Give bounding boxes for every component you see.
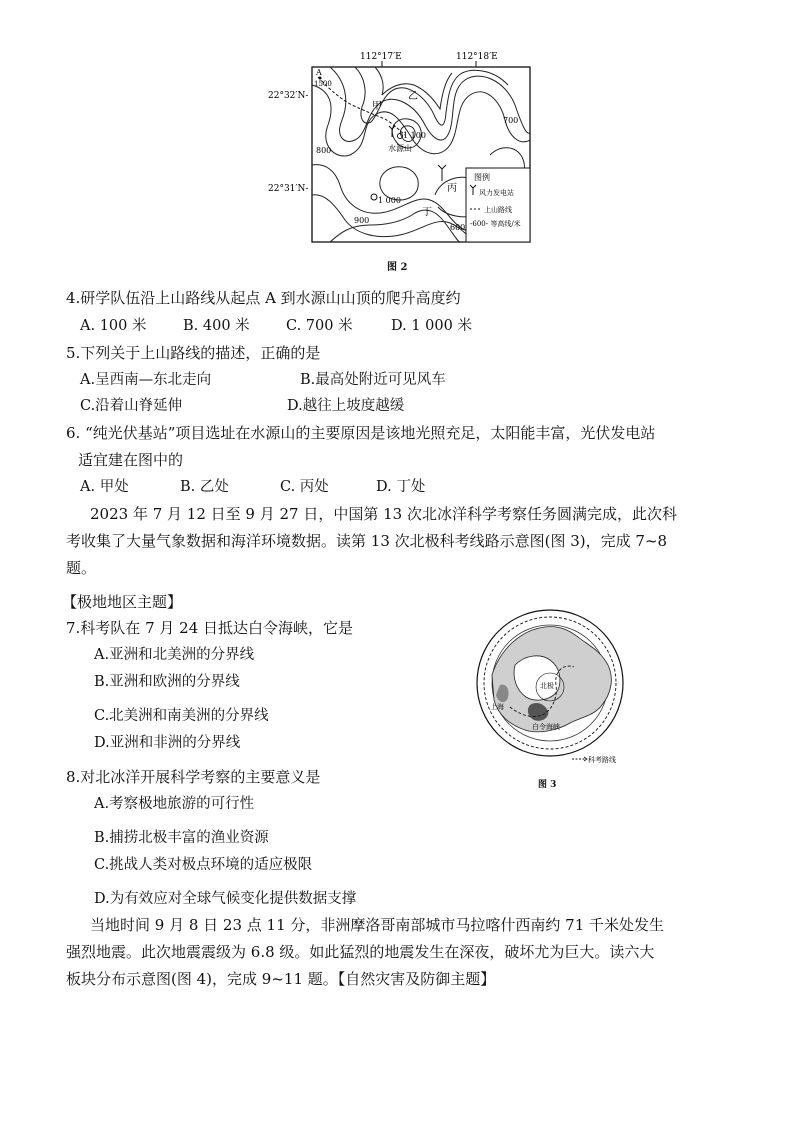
fig3-label-pole: 北极 xyxy=(540,682,554,690)
arctic-map xyxy=(470,605,630,790)
fig3-label-bering: 白令海峡 xyxy=(532,723,560,731)
contour-map xyxy=(268,45,540,270)
place-jia: 甲 xyxy=(372,101,382,112)
place-bing: 丙 xyxy=(447,183,457,194)
legend-wind: 风力发电站 xyxy=(479,189,514,197)
q6-option-d[interactable]: D. 丁处 xyxy=(376,479,426,495)
place-ding: 丁 xyxy=(422,207,432,218)
contour-label-1500: 1500 xyxy=(314,80,332,88)
intro-7-8-line2: 考收集了大量气象数据和海洋环境数据。读第 13 次北极科考线路示意图(图 3)，完成 7~8 xyxy=(66,532,668,550)
fig3-label-route: 科考路线 xyxy=(588,756,616,764)
q5-option-c[interactable]: C.沿着山脊延伸 xyxy=(80,398,183,414)
q6-option-c[interactable]: C. 丙处 xyxy=(280,479,329,495)
intro-9-11-line3: 板块分布示意图(图 4)，完成 9~11 题。【自然灾害及防御主题】 xyxy=(66,970,496,988)
q7-stem: 7.科考队在 7 月 24 日抵达白令海峡，它是 xyxy=(66,619,354,637)
legend-route: 上山路线 xyxy=(484,206,512,214)
q5-stem: 5.下列关于上山路线的描述，正确的是 xyxy=(66,344,321,362)
q4-option-b[interactable]: B. 400 米 xyxy=(183,318,250,334)
q4-option-a[interactable]: A. 100 米 xyxy=(80,318,147,334)
theme-polar: 【极地地区主题】 xyxy=(62,593,183,611)
legend xyxy=(466,168,530,242)
q4-option-c[interactable]: C. 700 米 xyxy=(286,318,353,334)
q8-option-a[interactable]: A.考察极地旅游的可行性 xyxy=(94,796,255,812)
contour-label-600: 600 xyxy=(450,223,466,232)
point-a-label: A xyxy=(316,68,322,77)
lon-label-1: 112°17′E xyxy=(360,52,402,62)
q4-stem: 4.研学队伍沿上山路线从起点 A 到水源山山顶的爬升高度约 xyxy=(66,289,461,307)
contour-label-700: 700 xyxy=(503,116,519,125)
contour-label-1000: 1 000 xyxy=(378,196,401,205)
place-mountain: 水源山 xyxy=(388,144,412,153)
q5-option-b[interactable]: B.最高处附近可见风车 xyxy=(300,372,446,388)
q8-option-d[interactable]: D.为有效应对全球气候变化提供数据支撑 xyxy=(94,891,357,907)
figure-2 xyxy=(268,45,540,273)
intro-9-11-line1: 当地时间 9 月 8 日 23 点 11 分，非洲摩洛哥南部城市马拉喀什西南约 71 千米处发生 xyxy=(90,916,665,934)
q7-option-b[interactable]: B.亚洲和欧洲的分界线 xyxy=(94,674,240,690)
q6-option-b[interactable]: B. 乙处 xyxy=(180,479,229,495)
place-yi: 乙 xyxy=(408,91,418,102)
q5-option-a[interactable]: A.呈西南—东北走向 xyxy=(80,372,212,388)
lat-label-2: 22°31′N- xyxy=(268,184,309,194)
q7-option-d[interactable]: D.亚洲和非洲的分界线 xyxy=(94,735,241,751)
q4-option-d[interactable]: D. 1 000 米 xyxy=(391,318,472,334)
figure-3-caption: 图 3 xyxy=(538,780,557,790)
legend-contour: -600- 等高线/米 xyxy=(470,220,521,228)
contour-label-1100: 1 100 xyxy=(403,131,426,140)
q8-option-b[interactable]: B.捕捞北极丰富的渔业资源 xyxy=(94,830,269,846)
legend-title: 图例 xyxy=(474,173,490,182)
fig3-label-shanghai: 上海 xyxy=(490,703,504,711)
intro-7-8-line3: 题。 xyxy=(66,559,97,577)
q8-stem: 8.对北冰洋开展科学考察的主要意义是 xyxy=(66,768,321,786)
figure-2-caption: 图 2 xyxy=(387,262,408,273)
contour-label-800: 800 xyxy=(316,146,332,155)
q7-option-c[interactable]: C.北美洲和南美洲的分界线 xyxy=(94,708,269,724)
q8-option-c[interactable]: C.挑战人类对极点环境的适应极限 xyxy=(94,857,313,873)
q6-stem-line2: 适宜建在图中的 xyxy=(78,451,184,469)
contour-label-900: 900 xyxy=(354,216,370,225)
q6-stem-line1: 6. “纯光伏基站”项目选址在水源山的主要原因是该地光照充足，太阳能丰富，光伏发电站 xyxy=(66,424,656,442)
lat-label-1: 22°32′N- xyxy=(268,91,309,101)
q5-option-d[interactable]: D.越往上坡度越缓 xyxy=(287,398,405,414)
lon-label-2: 112°18′E xyxy=(456,52,498,62)
intro-9-11-line2: 强烈地震。此次地震震级为 6.8 级。如此猛烈的地震发生在深夜，破坏尤为巨大。读六大 xyxy=(66,943,655,961)
q6-option-a[interactable]: A. 甲处 xyxy=(80,479,129,495)
q7-option-a[interactable]: A.亚洲和北美洲的分界线 xyxy=(94,647,255,663)
figure-3 xyxy=(470,605,630,790)
intro-7-8-line1: 2023 年 7 月 12 日至 9 月 27 日，中国第 13 次北冰洋科学考察任务圆满完成，此次科 xyxy=(90,505,677,523)
